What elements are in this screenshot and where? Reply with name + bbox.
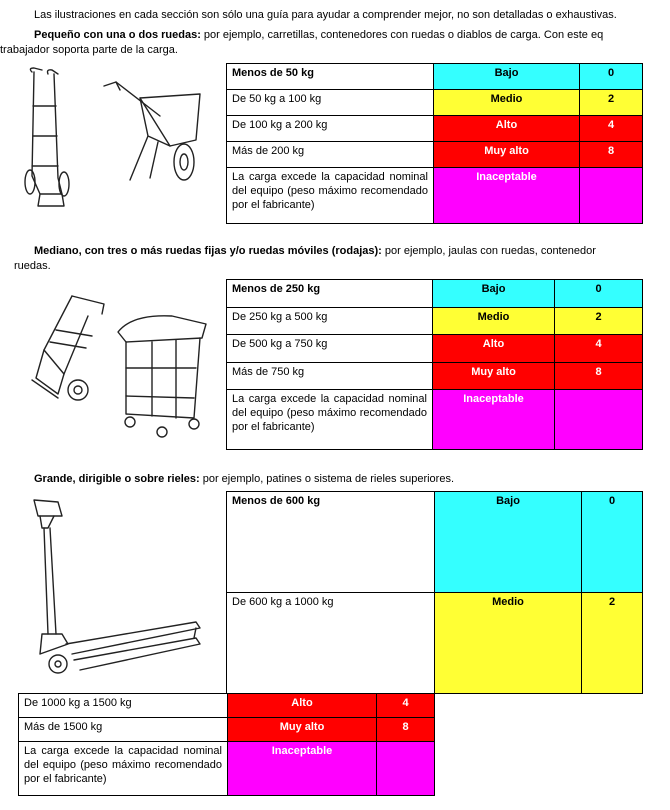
risk-score: 4 (377, 694, 435, 718)
section-2-title-cont: ruedas. (14, 260, 51, 272)
weight-label: La carga excede la capacidad nominal del equipo (peso máximo recomendado por el fabricante) (227, 390, 433, 450)
weight-label: Más de 750 kg (227, 363, 433, 390)
weight-label: De 50 kg a 100 kg (227, 90, 434, 116)
section-2-title (34, 244, 596, 259)
risk-level: Inaceptable (433, 390, 555, 450)
risk-score: 2 (580, 90, 643, 116)
risk-score (580, 168, 643, 224)
section-2-table (226, 279, 643, 450)
risk-level: Alto (433, 335, 555, 363)
risk-score: 4 (580, 116, 643, 142)
section-3-title (34, 472, 454, 487)
risk-level: Alto (434, 116, 580, 142)
section-1-title-cont: trabajador soporta parte de la carga. (0, 44, 178, 56)
risk-score: 8 (377, 718, 435, 742)
risk-level: Alto (228, 694, 377, 718)
risk-level: Bajo (433, 280, 555, 308)
table-row (227, 90, 643, 116)
table-row (227, 593, 643, 694)
section-2-title-text: por ejemplo, jaulas con ruedas, contenedor (381, 245, 596, 257)
table-row (19, 718, 435, 742)
table-row (227, 64, 643, 90)
section-2-title-bold: Mediano, con tres o más ruedas fijas y/o ruedas móviles (rodajas): (34, 245, 382, 257)
weight-label: De 600 kg a 1000 kg (227, 593, 435, 694)
table-row (227, 168, 643, 224)
table-row (19, 694, 435, 718)
risk-score: 0 (580, 64, 643, 90)
risk-score: 8 (555, 363, 643, 390)
risk-score: 4 (555, 335, 643, 363)
hand-truck-icon (18, 66, 78, 216)
weight-label: De 500 kg a 750 kg (227, 335, 433, 363)
risk-level: Medio (433, 308, 555, 335)
weight-label: De 1000 kg a 1500 kg (19, 694, 228, 718)
wheelbarrow-icon (100, 80, 210, 190)
section-3-table-bottom (18, 693, 435, 796)
weight-label: Menos de 50 kg (227, 64, 434, 90)
convertible-hand-truck-icon (28, 290, 110, 410)
risk-level: Muy alto (433, 363, 555, 390)
risk-score (555, 390, 643, 450)
weight-label: La carga excede la capacidad nominal del equipo (peso máximo recomendado por el fabricante) (19, 742, 228, 796)
section-3-title-bold: Grande, dirigible o sobre rieles: (34, 473, 200, 485)
risk-score (377, 742, 435, 796)
risk-level: Bajo (435, 492, 582, 593)
table-row (19, 742, 435, 796)
table-row (227, 308, 643, 335)
weight-label: De 250 kg a 500 kg (227, 308, 433, 335)
risk-score: 2 (555, 308, 643, 335)
section-3-table-top (226, 491, 643, 694)
section-1-title-text: por ejemplo, carretillas, contenedores con ruedas o diablos de carga. Con este eq (200, 29, 604, 41)
risk-level: Muy alto (434, 142, 580, 168)
table-row (227, 116, 643, 142)
weight-label: La carga excede la capacidad nominal del equipo (peso máximo recomendado por el fabricante) (227, 168, 434, 224)
risk-level: Muy alto (228, 718, 377, 742)
risk-level: Medio (435, 593, 582, 694)
weight-label: Menos de 600 kg (227, 492, 435, 593)
weight-label: Menos de 250 kg (227, 280, 433, 308)
table-row (227, 142, 643, 168)
table-row (227, 363, 643, 390)
table-row (227, 390, 643, 450)
table-row (227, 335, 643, 363)
section-1-title-bold: Pequeño con una o dos ruedas: (34, 29, 201, 41)
section-1-table (226, 63, 643, 224)
risk-level: Bajo (434, 64, 580, 90)
risk-score: 8 (580, 142, 643, 168)
wheeled-bin-icon (112, 310, 212, 440)
table-row (227, 492, 643, 593)
weight-label: Más de 1500 kg (19, 718, 228, 742)
intro-text: Las ilustraciones en cada sección son sólo una guía para ayudar a comprender mejor, no son detalladas o exhaustivas. (34, 9, 617, 21)
section-3-title-text: por ejemplo, patines o sistema de rieles superiores. (199, 473, 455, 485)
risk-score: 0 (582, 492, 643, 593)
weight-label: De 100 kg a 200 kg (227, 116, 434, 142)
risk-score: 0 (555, 280, 643, 308)
risk-level: Medio (434, 90, 580, 116)
weight-label: Más de 200 kg (227, 142, 434, 168)
pallet-jack-icon (28, 494, 208, 684)
section-1-title (34, 28, 603, 43)
risk-level: Inaceptable (228, 742, 377, 796)
table-row (227, 280, 643, 308)
risk-level: Inaceptable (434, 168, 580, 224)
risk-score: 2 (582, 593, 643, 694)
